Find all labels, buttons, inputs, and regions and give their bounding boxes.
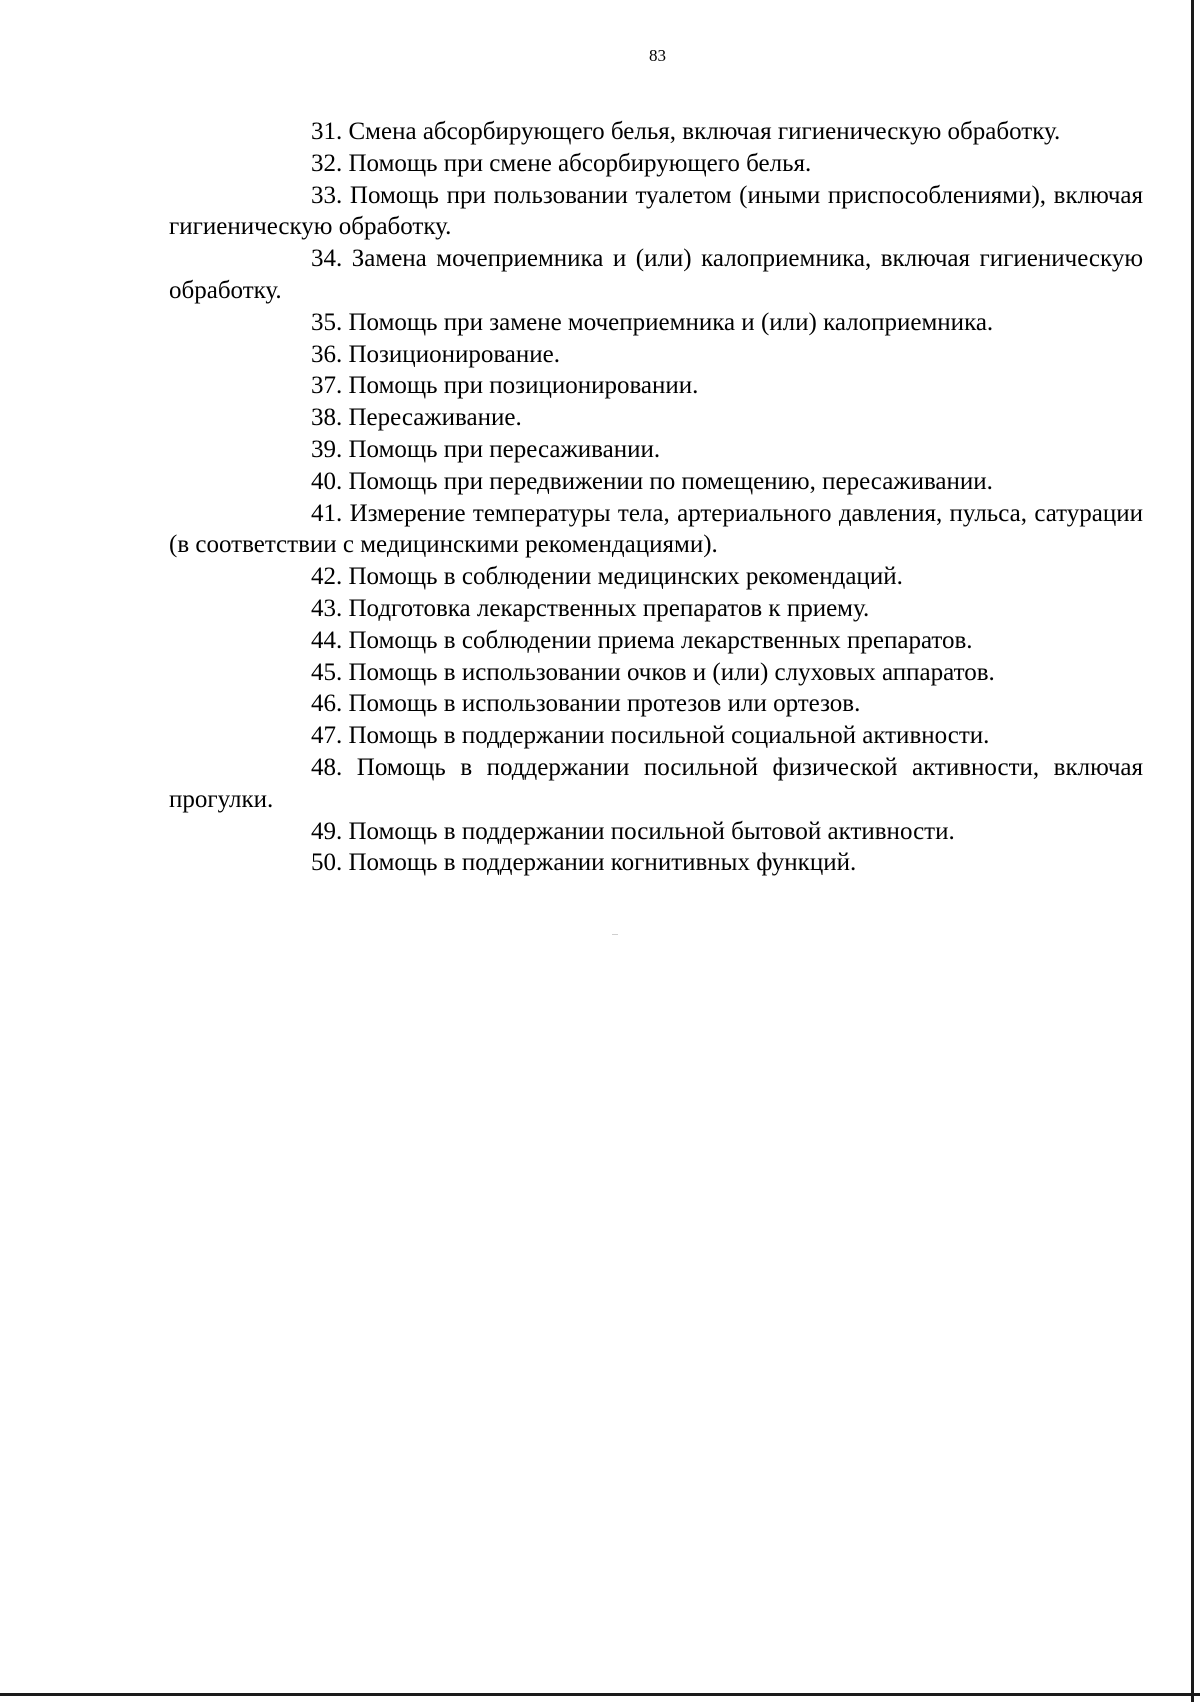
item-number: 43. — [311, 594, 343, 622]
item-text: Замена мочеприемника и (или) калоприемника, включая гигиеническую обработку. — [169, 245, 1143, 304]
item-number: 49. — [311, 817, 343, 845]
scan-edge-bottom — [0, 1693, 1200, 1696]
item-text: Измерение температуры тела, артериального давления, пульса, сатурации (в соответствии с медицинскими рекомендациями). — [169, 499, 1143, 559]
item-text: Помощь при пользовании туалетом (иными приспособлениями), включая гигиеническую обработку. — [169, 181, 1143, 241]
list-item — [169, 243, 1143, 307]
item-number: 35. — [311, 308, 343, 336]
list-item — [169, 148, 1143, 180]
list-item — [169, 370, 1143, 402]
item-text: Помощь в использовании очков и (или) слуховых аппаратов. — [348, 658, 995, 686]
list-item — [169, 625, 1143, 657]
list-item — [169, 434, 1143, 466]
list-item — [169, 657, 1143, 689]
item-text: Позиционирование. — [348, 340, 560, 368]
item-text: Пересаживание. — [348, 404, 522, 432]
page-number: 83 — [649, 46, 666, 65]
item-text: Помощь в поддержании посильной физической активности, включая прогулки. — [169, 753, 1143, 813]
item-text: Помощь при передвижении по помещению, пересаживании. — [348, 467, 993, 495]
item-number: 37. — [311, 372, 343, 400]
item-text: Помощь в соблюдении медицинских рекомендаций. — [348, 563, 903, 591]
item-text: Смена абсорбирующего белья, включая гигиеническую обработку. — [348, 118, 1061, 145]
item-text: Помощь в соблюдении приема лекарственных препаратов. — [348, 626, 973, 654]
list-item — [169, 307, 1143, 339]
list-item — [169, 498, 1143, 562]
item-text: Подготовка лекарственных препаратов к приему. — [348, 594, 870, 622]
list-item — [169, 593, 1143, 625]
list-item — [169, 561, 1143, 593]
scan-edge-right — [1191, 0, 1194, 1702]
item-number: 46. — [311, 690, 343, 718]
item-number: 45. — [311, 658, 343, 686]
item-number: 44. — [311, 626, 343, 654]
item-text: Помощь при замене мочеприемника и (или) калоприемника. — [348, 308, 994, 336]
item-number: 31. — [311, 118, 343, 145]
item-number: 32. — [311, 149, 343, 177]
item-number: 38. — [311, 404, 343, 432]
item-text: Помощь в поддержании когнитивных функций. — [348, 849, 857, 877]
item-number: 39. — [311, 435, 343, 463]
scan-speck — [612, 934, 618, 935]
list-item — [169, 466, 1143, 498]
item-number: 36. — [311, 340, 343, 368]
list-item — [169, 752, 1143, 816]
item-text: Помощь при пересаживании. — [348, 435, 661, 463]
item-number: 33. — [311, 181, 343, 209]
list-item — [169, 816, 1143, 848]
list-item — [169, 339, 1143, 371]
item-number: 40. — [311, 467, 343, 495]
list-item — [169, 720, 1143, 752]
item-number: 50. — [311, 849, 343, 877]
item-number: 34. — [311, 245, 343, 273]
list-item — [169, 847, 1143, 879]
item-text: Помощь при смене абсорбирующего белья. — [348, 149, 812, 177]
list-item — [169, 116, 1143, 148]
item-text: Помощь при позиционировании. — [348, 372, 699, 400]
item-text: Помощь в использовании протезов или ортезов. — [348, 690, 861, 718]
item-text: Помощь в поддержании посильной социальной активности. — [348, 722, 990, 750]
item-text: Помощь в поддержании посильной бытовой активности. — [348, 817, 955, 845]
item-number: 48. — [311, 753, 343, 781]
list-item — [169, 180, 1143, 244]
item-number: 42. — [311, 563, 343, 591]
numbered-list — [169, 116, 1143, 879]
list-item — [169, 402, 1143, 434]
list-item — [169, 688, 1143, 720]
item-number: 41. — [311, 499, 343, 527]
item-number: 47. — [311, 722, 343, 750]
